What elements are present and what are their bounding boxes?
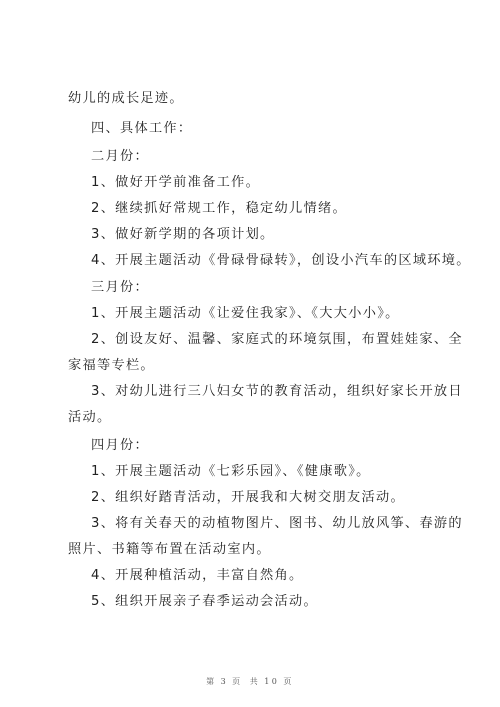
list-item: 3、将有关春天的动植物图片、图书、幼儿放风筝、春游的	[91, 516, 463, 531]
list-item: 1、做好开学前准备工作。	[91, 175, 261, 190]
list-item: 3、对幼儿进行三八妇女节的教育活动，组织好家长开放日	[91, 384, 463, 399]
section-heading: 四、具体工作：	[91, 121, 193, 136]
list-item: 3、做好新学期的各项计划。	[91, 227, 275, 242]
list-item: 2、组织好踏青活动，开展我和大树交朋友活动。	[91, 490, 405, 505]
list-item: 4、开展主题活动《骨碌骨碌转》，创设小汽车的区域环境。	[91, 253, 471, 268]
footer-label-of: 页 共	[232, 677, 261, 686]
list-item: 5、组织开展亲子春季运动会活动。	[91, 594, 319, 609]
list-item-continuation: 活动。	[68, 410, 112, 425]
list-item: 4、开展种植活动，丰富自然角。	[91, 568, 304, 583]
list-item: 2、继续抓好常规工作，稳定幼儿情绪。	[91, 201, 347, 216]
list-item: 2、创设友好、温馨、家庭式的环境氛围，布置娃娃家、全	[91, 332, 463, 347]
current-page-number: 3	[220, 677, 229, 686]
page-footer	[0, 676, 500, 687]
list-item-continuation: 家福等专栏。	[68, 358, 155, 373]
footer-label-page: 第	[206, 677, 217, 686]
paragraph-line: 幼儿的成长足迹。	[68, 91, 184, 106]
footer-label-pages: 页	[283, 677, 294, 686]
month-heading: 四月份：	[91, 438, 149, 453]
list-item: 1、开展主题活动《七彩乐园》、《健康歌》。	[91, 464, 371, 479]
month-heading: 二月份：	[91, 149, 149, 164]
list-item-continuation: 照片、书籍等布置在活动室内。	[68, 542, 271, 557]
list-item: 1、开展主题活动《让爱住我家》、《大大小小》。	[91, 306, 400, 321]
total-pages-number: 10	[264, 677, 280, 686]
month-heading: 三月份：	[91, 280, 149, 295]
